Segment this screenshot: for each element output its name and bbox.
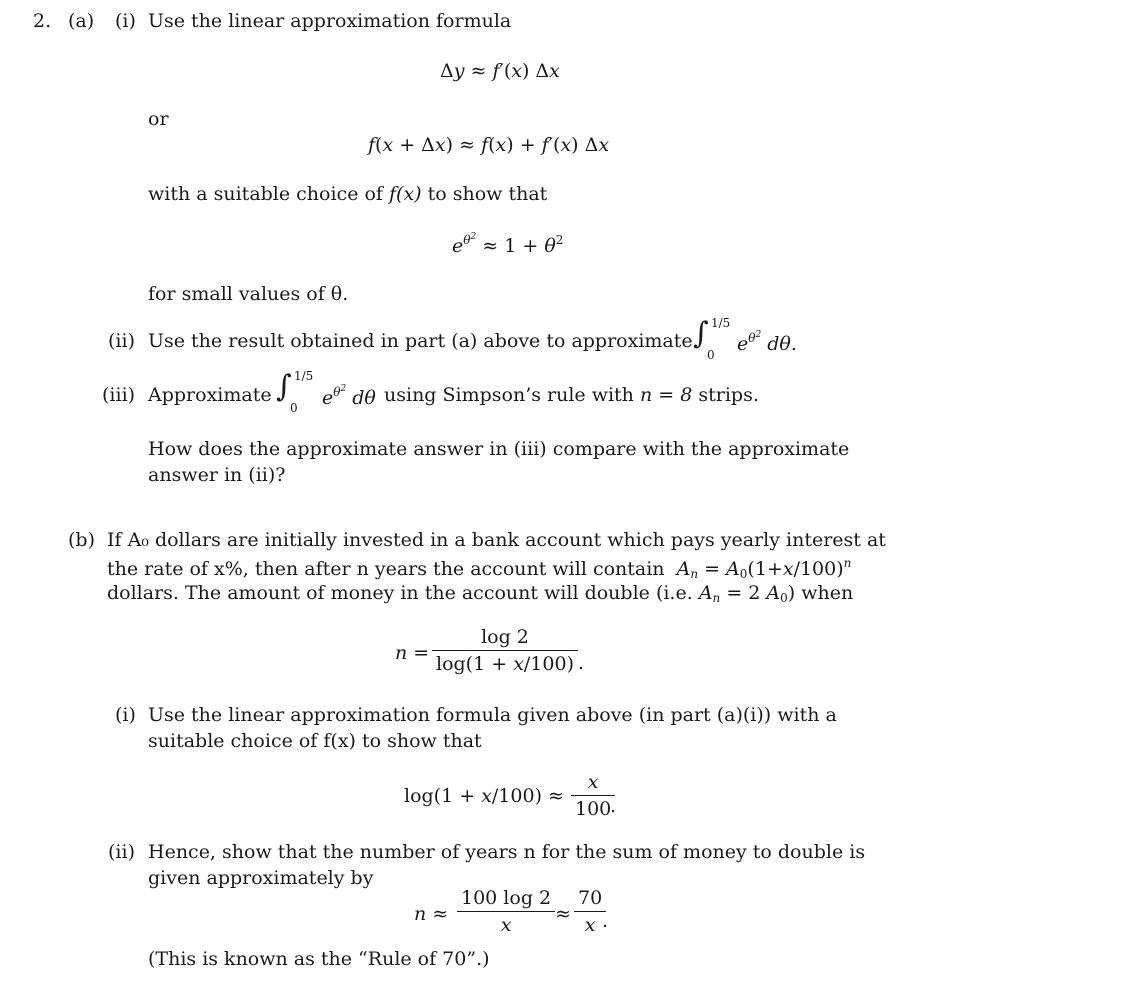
- compound-interest-formula: $A_n = A_0(1+x/100)^n$: [676, 556, 852, 581]
- n-equals-8: n = 8: [639, 384, 693, 406]
- compare-line-2: answer in (ii)?: [148, 464, 286, 486]
- integral-expression-iii: ∫ 1/5 0 $e^{\theta^2}$ dθ: [276, 369, 376, 415]
- double-condition: $A_n = 2$ $A_0$): [698, 582, 796, 605]
- part-a-i-label: (i): [115, 10, 136, 32]
- rule-of-70-fraction-1: 100 log 2 x: [457, 887, 555, 936]
- n-equals: n =: [395, 642, 430, 664]
- part-b-line-1: If A₀ dollars are initially invested in a bank account which pays yearly interest at: [107, 529, 886, 551]
- rule-of-70-fraction-2: 70 x: [574, 887, 606, 936]
- part-a-ii-label: (ii): [108, 330, 135, 352]
- part-b-ii-line-1: Hence, show that the number of years n for the sum of money to double is: [148, 841, 866, 863]
- n-approx: n ≈: [414, 903, 449, 925]
- fx-symbol: f(x): [389, 183, 422, 205]
- suitable-choice-text: with a suitable choice of: [148, 183, 383, 205]
- part-a-i-intro: Use the linear approximation formula: [148, 10, 512, 32]
- small-values-text: for small values of θ.: [148, 283, 349, 305]
- or-text: or: [148, 108, 169, 130]
- part-b-line-3: [107, 582, 853, 605]
- exp-approx-equation: $e^{\theta^2} \approx 1 + \theta^2$: [452, 232, 564, 257]
- log-approx-fraction: x 100: [571, 771, 615, 820]
- question-number: 2.: [33, 10, 52, 32]
- part-b-i-label: (i): [115, 704, 136, 726]
- simpson-text: using Simpson’s rule with: [384, 384, 634, 406]
- part-b-label: (b): [68, 529, 95, 551]
- log-approx-lhs: log(1 + x/100) ≈: [404, 785, 564, 807]
- part-a-ii-text: Use the result obtained in part (a) above to approximate: [148, 330, 693, 352]
- part-a-iii-label: (iii): [102, 384, 136, 406]
- integral-expression-ii: ∫ 1/5 0 $e^{\theta^2}$ dθ.: [693, 316, 797, 362]
- linear-approx-equation-alt: f(x + Δx) ≈ f(x) + f′(x) Δx: [368, 134, 610, 156]
- part-b-i-line-2: suitable choice of f(x) to show that: [148, 730, 482, 752]
- to-show-text: to show that: [427, 183, 548, 205]
- part-b-line-2-text: the rate of x%, then after n years the account will contain: [107, 558, 665, 580]
- approximate-text: Approximate: [148, 384, 272, 406]
- part-b-i-line-1: Use the linear approximation formula given above (in part (a)(i)) with a: [148, 704, 837, 726]
- part-b-ii-line-2: given approximately by: [148, 867, 374, 889]
- suitable-choice-line: [148, 183, 547, 205]
- strips-text: strips.: [698, 384, 759, 406]
- linear-approx-equation: Δy ≈ f′(x) Δx: [440, 60, 560, 82]
- part-a-label: (a): [68, 10, 95, 32]
- part-b-ii-label: (ii): [108, 841, 135, 863]
- doubling-fraction: log 2 log(1 + x/100): [432, 626, 578, 675]
- compare-line-1: How does the approximate answer in (iii) compare with the approximate: [148, 438, 850, 460]
- part-b-line-3-text: dollars. The amount of money in the account will double (i.e.: [107, 582, 693, 604]
- rule-of-70-note: (This is known as the “Rule of 70”.): [148, 948, 490, 970]
- simpson-line: [384, 384, 759, 406]
- part-b-line-3-end: when: [801, 582, 854, 604]
- part-b-line-2: [107, 556, 851, 581]
